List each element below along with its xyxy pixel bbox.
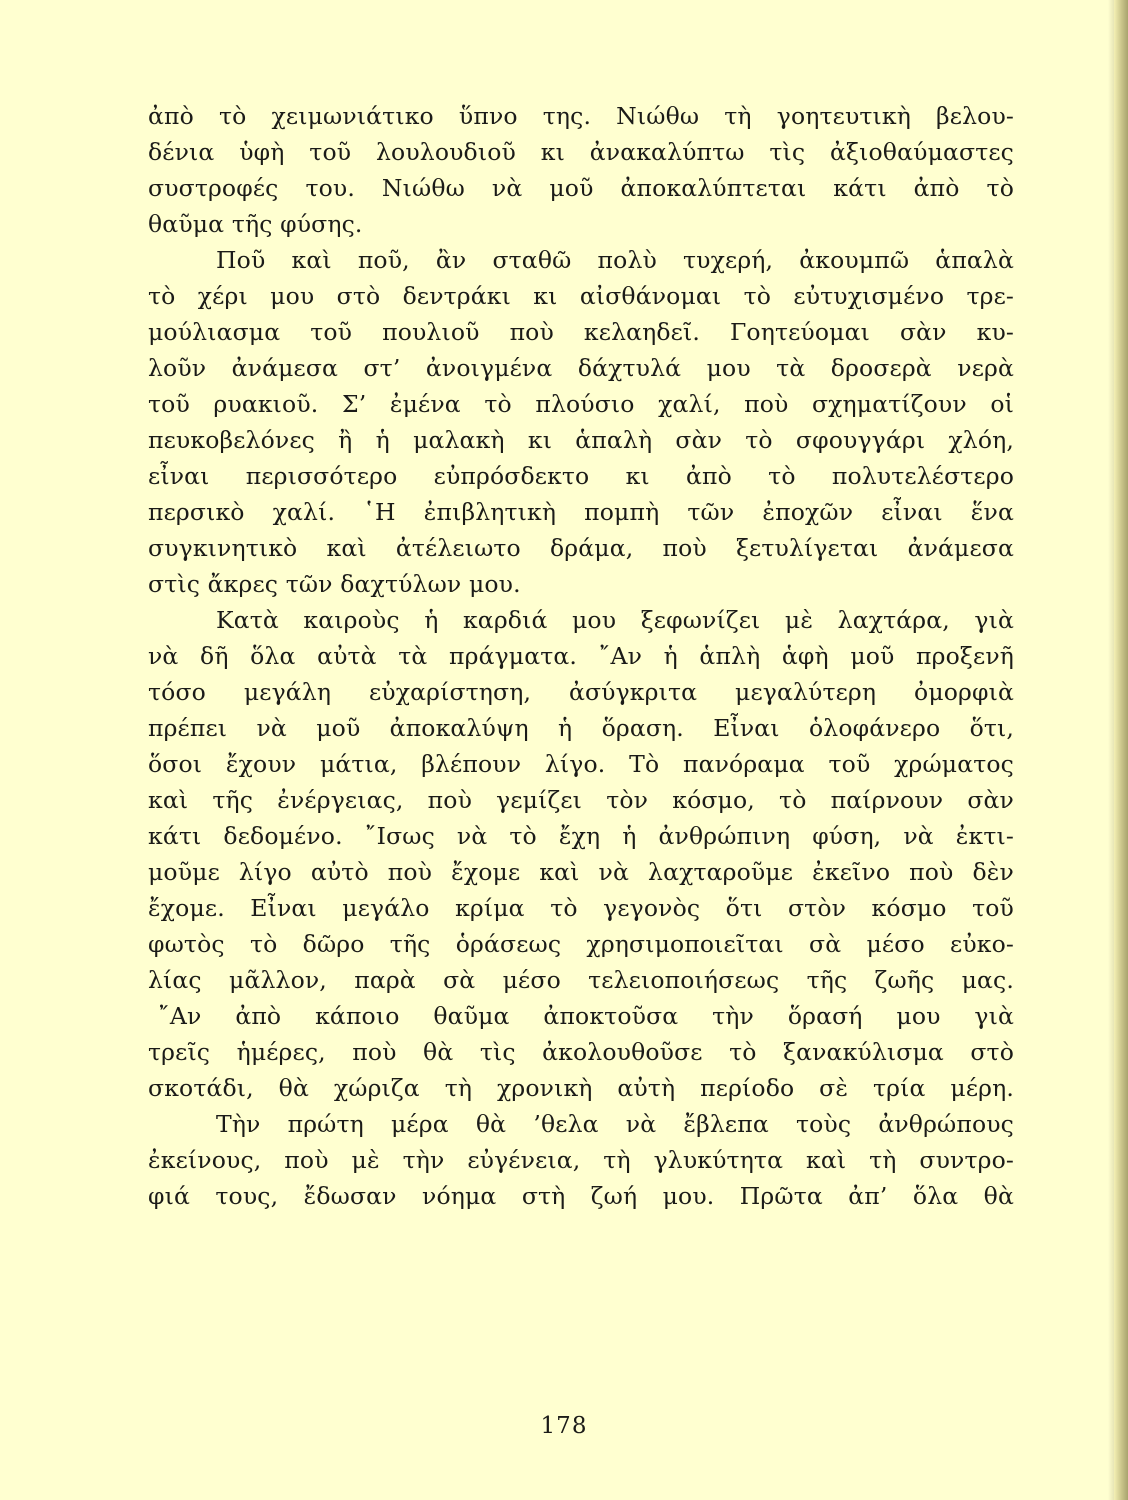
text-line: νὰ δῆ ὅλα αὐτὰ τὰ πράγματα. ῎Αν ἡ ἁπλὴ ἁφὴ μοῦ προξενῆ — [148, 642, 1014, 670]
text-line: πρέπει νὰ μοῦ ἀποκαλύψη ἡ ὅραση. Εἶναι ὁλοφάνερο ὅτι, — [148, 714, 1014, 742]
text-line: τοῦ ρυακιοῦ. Σ’ ἐμένα τὸ πλούσιο χαλί, ποὺ σχηματίζουν οἱ — [148, 390, 1014, 418]
paragraph-start-line: Ποῦ καὶ ποῦ, ἂν σταθῶ πολὺ τυχερή, ἀκουμπῶ ἁπαλὰ — [216, 246, 1014, 274]
text-line: σκοτάδι, θὰ χώριζα τὴ χρονικὴ αὐτὴ περίοδο σὲ τρία μέρη. — [148, 1074, 1014, 1102]
text-line: συγκινητικὸ καὶ ἀτέλειωτο δράμα, ποὺ ξετυλίγεται ἀνάμεσα — [148, 534, 1014, 562]
paragraph-start-line: Τὴν πρώτη μέρα θὰ ’θελα νὰ ἔβλεπα τοὺς ἀνθρώπους — [216, 1110, 1014, 1138]
paragraph-start-line: ῎Αν ἀπὸ κάποιο θαῦμα ἀποκτοῦσα τὴν ὅρασή μου γιὰ — [158, 1002, 1014, 1030]
text-line: φωτὸς τὸ δῶρο τῆς ὁράσεως χρησιμοποιεῖται σὰ μέσο εὐκο- — [148, 930, 1014, 958]
page-number: 178 — [540, 1413, 588, 1439]
text-line: καὶ τῆς ἐνέργειας, ποὺ γεμίζει τὸν κόσμο, τὸ παίρνουν σὰν — [148, 786, 1014, 814]
text-line: ὅσοι ἔχουν μάτια, βλέπουν λίγο. Τὸ πανόραμα τοῦ χρώματος — [148, 750, 1014, 778]
text-line: εἶναι περισσότερο εὐπρόσδεκτο κι ἀπὸ τὸ πολυτελέστερο — [148, 462, 1014, 490]
body-text — [148, 98, 1014, 1214]
text-line: περσικὸ χαλί. ῾Η ἐπιβλητικὴ πομπὴ τῶν ἐποχῶν εἶναι ἕνα — [148, 498, 1014, 526]
text-line: ἔχομε. Εἶναι μεγάλο κρίμα τὸ γεγονὸς ὅτι στὸν κόσμο τοῦ — [148, 894, 1014, 922]
text-line: πευκοβελόνες ἢ ἡ μαλακὴ κι ἁπαλὴ σὰν τὸ σφουγγάρι χλόη, — [148, 426, 1014, 454]
text-line: λοῦν ἀνάμεσα στ’ ἀνοιγμένα δάχτυλά μου τὰ δροσερὰ νερὰ — [148, 354, 1014, 382]
text-line: δένια ὑφὴ τοῦ λουλουδιοῦ κι ἀνακαλύπτω τὶς ἀξιοθαύμαστες — [148, 138, 1014, 166]
text-line: τρεῖς ἡμέρες, ποὺ θὰ τὶς ἀκολουθοῦσε τὸ ξανακύλισμα στὸ — [148, 1038, 1014, 1066]
text-line: φιά τους, ἔδωσαν νόημα στὴ ζωή μου. Πρῶτα ἀπ’ ὅλα θὰ — [148, 1182, 1014, 1210]
text-line: θαῦμα τῆς φύσης. — [148, 210, 363, 238]
text-line: τόσο μεγάλη εὐχαρίστηση, ἀσύγκριτα μεγαλύτερη ὀμορφιὰ — [148, 678, 1014, 706]
text-line: ἀπὸ τὸ χειμωνιάτικο ὕπνο της. Νιώθω τὴ γοητευτικὴ βελου- — [148, 102, 1014, 130]
text-line: λίας μᾶλλον, παρὰ σὰ μέσο τελειοποιήσεως τῆς ζωῆς μας. — [148, 966, 1014, 994]
page-edge — [1114, 0, 1128, 1500]
text-line: συστροφές του. Νιώθω νὰ μοῦ ἀποκαλύπτεται κάτι ἀπὸ τὸ — [148, 174, 1014, 202]
text-line: ἐκείνους, ποὺ μὲ τὴν εὐγένεια, τὴ γλυκύτητα καὶ τὴ συντρο- — [148, 1146, 1014, 1174]
text-line: τὸ χέρι μου στὸ δεντράκι κι αἰσθάνομαι τὸ εὐτυχισμένο τρε- — [148, 282, 1014, 310]
text-line: στὶς ἄκρες τῶν δαχτύλων μου. — [148, 570, 521, 598]
text-line: κάτι δεδομένο. ῎Ισως νὰ τὸ ἔχη ἡ ἀνθρώπινη φύση, νὰ ἐκτι- — [148, 822, 1014, 850]
paragraph-start-line: Κατὰ καιροὺς ἡ καρδιά μου ξεφωνίζει μὲ λαχτάρα, γιὰ — [216, 606, 1014, 634]
text-line: μοῦμε λίγο αὐτὸ ποὺ ἔχομε καὶ νὰ λαχταροῦμε ἐκεῖνο ποὺ δὲν — [148, 858, 1014, 886]
text-line: μούλιασμα τοῦ πουλιοῦ ποὺ κελαηδεῖ. Γοητεύομαι σὰν κυ- — [148, 318, 1014, 346]
